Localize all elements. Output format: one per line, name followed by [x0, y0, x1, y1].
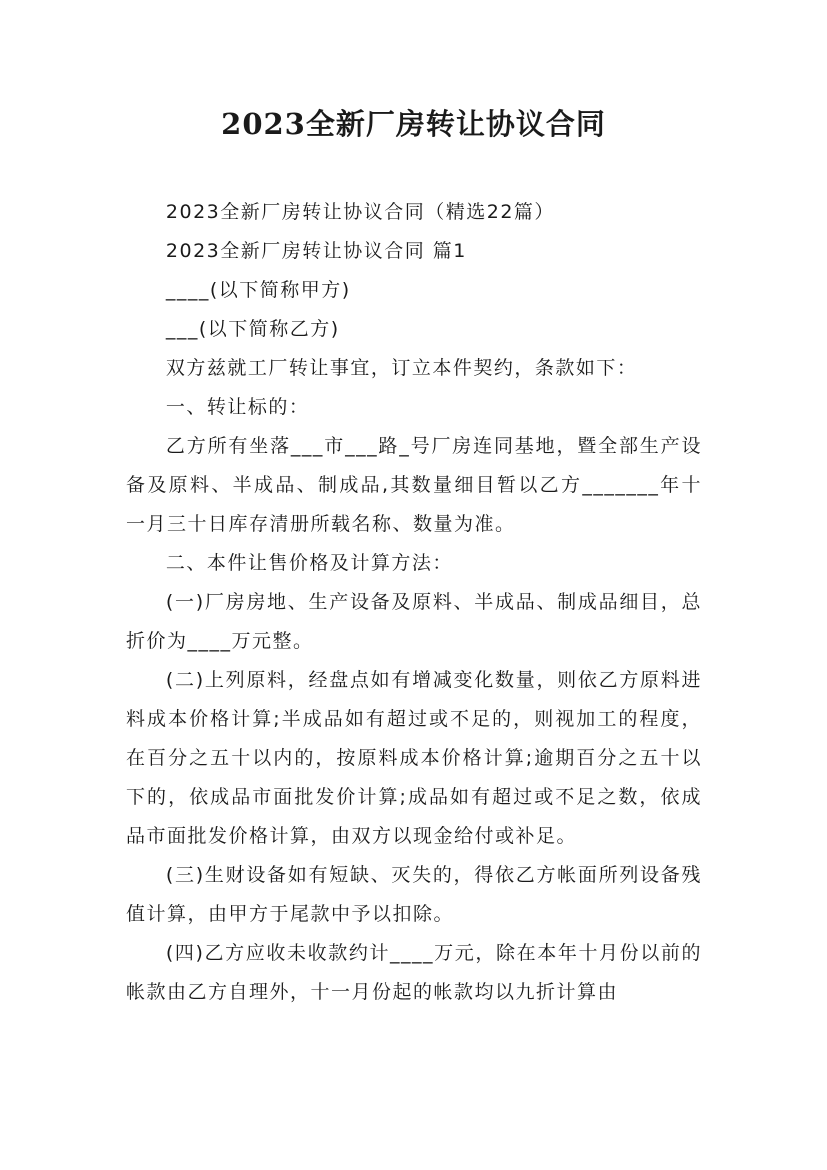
paragraph-clause-1-heading: 一、转让标的： [165, 396, 310, 418]
paragraph-clause-2-item-3: (三)生财设备如有短缺、灭失的，得依乙方帐面所列设备残值计算，由甲方于尾款中予以扣除。 [126, 864, 702, 925]
paragraph-clause-1-body: 乙方所有坐落___市___路_号厂房连同基地，暨全部生产设备及原料、半成品、制成品,其数量细目暂以乙方_______年十一月三十日库存清册所载名称、数量为准。 [126, 435, 702, 535]
paragraph-clause-2-heading: 二、本件让售价格及计算方法： [165, 552, 453, 574]
paragraph-clause-2-item-2: (二)上列原料，经盘点如有增减变化数量，则依乙方原料进料成本价格计算;半成品如有超过或不足的，则视加工的程度，在百分之五十以内的，按原料成本价格计算;逾期百分之五十以下的，依成品市面批发价计算;成品如有超过或不足之数，依成品市面批发价格计算，由双方以现金给付或补足。 [126, 669, 702, 847]
paragraph-party-a: ____(以下简称甲方) [165, 279, 351, 301]
document-body [126, 193, 702, 1012]
paragraph-party-b: ___(以下简称乙方) [165, 318, 340, 340]
paragraph-collection-title: 2023全新厂房转让协议合同（精选22篇） [165, 201, 555, 223]
paragraph-clause-2-item-4: (四)乙方应收未收款约计____万元，除在本年十月份以前的帐款由乙方自理外，十一月份起的帐款均以九折计算由 [126, 942, 702, 1003]
document-title: 2023全新厂房转让协议合同 [221, 107, 606, 141]
paragraph-section-heading: 2023全新厂房转让协议合同 篇1 [165, 240, 467, 262]
paragraph-clause-2-item-1: (一)厂房房地、生产设备及原料、半成品、制成品细目，总折价为____万元整。 [126, 591, 702, 652]
paragraph-preamble: 双方兹就工厂转让事宜，订立本件契约，条款如下： [165, 357, 638, 379]
